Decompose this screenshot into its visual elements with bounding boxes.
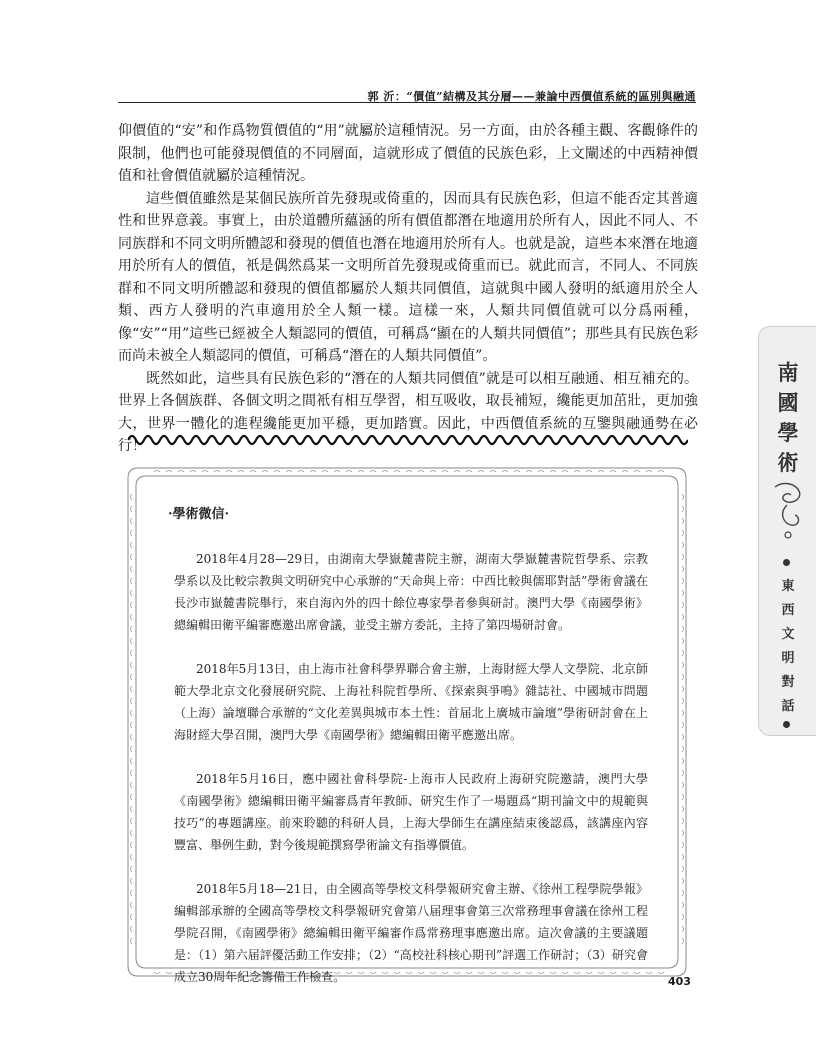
- tab-title-char: 南: [777, 360, 799, 385]
- paragraph-2: 這些價值雖然是某個民族所首先發現或倚重的，因而具有民族色彩，但這不能否定其普適性和世界意義。事實上，由於道體所蘊涵的所有價值都潛在地適用於所有人，因此不同人、不同族群和不同文明所體認和發現的價值也潛在地適用於所有人。也就是說，這些本來潛在地適用於所有人的價值，衹是偶然爲某一文明所首先發現或倚重而已。就此而言，不同人、不同族群和不同文明所體認和發現的價值都屬於人類共同價值，這就與中國人發明的紙適用於全人類、西方人發明的汽車適用於全人類一樣。這樣一來，人類共同價值就可以分爲兩種，像“安”“用”這些已經被全人類認同的價值，可稱爲“顯在的人類共同價值”；那些具有民族色彩而尚未被全人類認同的價值，可稱爲“潛在的人類共同價值”。: [118, 190, 698, 364]
- tab-sub-char: 明: [781, 651, 795, 666]
- tab-sub-char: 話: [781, 699, 795, 714]
- news-content: [168, 504, 648, 988]
- tab-sub-char: 文: [781, 627, 795, 642]
- news-item: 2018年4月28—29日，由湖南大學嶽麓書院主辦，湖南大學嶽麓書院哲學系、宗教學系以及比較宗教與文明研究中心承辦的“天命與上帝：中西比較與儒耶對話”學術會議在長沙市嶽麓書院舉行，來自海內外的四十餘位專家學者參與研討。澳門大學《南國學術》總編輯田衛平編審應邀出席會議，並受主辦方委託，主持了第四場研討會。: [174, 552, 648, 632]
- tab-title-char: 學: [777, 420, 799, 445]
- tab-title-char: 國: [777, 390, 799, 415]
- news-box-title: ·學術微信·: [168, 507, 230, 522]
- news-item: 2018年5月18—21日，由全國高等學校文科學報研究會主辦、《徐州工程學院學報》編輯部承辦的全國高等學校文科學報研究會第八届理事會第三次常務理事會議在徐州工程學院召開，《南國學術》總編輯田衛平編審作爲常務理事應邀出席。這次會議的主要議題是：（1）第六届評優活動工作安排；（2）“高校社科核心期刊”評選工作研討；（3）研究會成立30周年紀念籌備工作檢查。: [174, 882, 648, 984]
- paragraph-1: 仰價值的“安”和作爲物質價值的“用”就屬於這種情況。另一方面，由於各種主觀、客觀條件的限制，他們也可能發現價值的不同層面，這就形成了價值的民族色彩，上文闡述的中西精神價值和社會價值就屬於這種情況。: [118, 123, 698, 184]
- wave-divider: [128, 430, 688, 450]
- ornament-icon: [769, 479, 807, 543]
- article-body: [118, 120, 698, 458]
- news-item: 2018年5月16日，應中國社會科學院-上海市人民政府上海研究院邀請，澳門大學《南國學術》總編輯田衛平編審爲青年教師、研究生作了一場題爲“期刊論文中的規範與技巧”的專題講座。前來聆聽的科研人員，上海大學師生在講座結束後認爲，該講座內容豐富、舉例生動，對今後規範撰寫學術論文有指導價值。: [174, 772, 648, 852]
- page-number: 403: [668, 975, 691, 988]
- tab-sub-char: 東: [781, 579, 795, 594]
- tab-title-char: 術: [777, 450, 799, 475]
- running-header: 郭 沂：“價值”結構及其分層——兼論中西價值系統的區別與融通: [367, 90, 696, 103]
- tab-sub-char: 西: [781, 603, 795, 618]
- tab-sub-char: 對: [781, 675, 795, 690]
- bullet-dot: [783, 721, 790, 728]
- bullet-dot: [783, 559, 790, 566]
- news-item: 2018年5月13日，由上海市社會科學界聯合會主辦，上海財經大學人文學院、北京師範大學北京文化發展研究院、上海社科院哲學所、《探索與爭鳴》雜誌社、中國城市問題（上海）論壇聯合承辦的“文化差異與城市本土性：首届北上廣城市論壇”學術研討會在上海財經大學召開，澳門大學《南國學術》總編輯田衛平應邀出席。: [174, 662, 648, 742]
- journal-side-tab: [758, 326, 816, 736]
- paragraph-3: 既然如此，這些具有民族色彩的“潛在的人類共同價值”就是可以相互融通、相互補充的。世界上各個族群、各個文明之間衹有相互學習，相互吸收，取長補短，纔能更加茁壯，更加強大，世界一體化的進程纔能更加平穩，更加踏實。因此，中西價值系統的互鑒與融通勢在必行！: [118, 370, 698, 454]
